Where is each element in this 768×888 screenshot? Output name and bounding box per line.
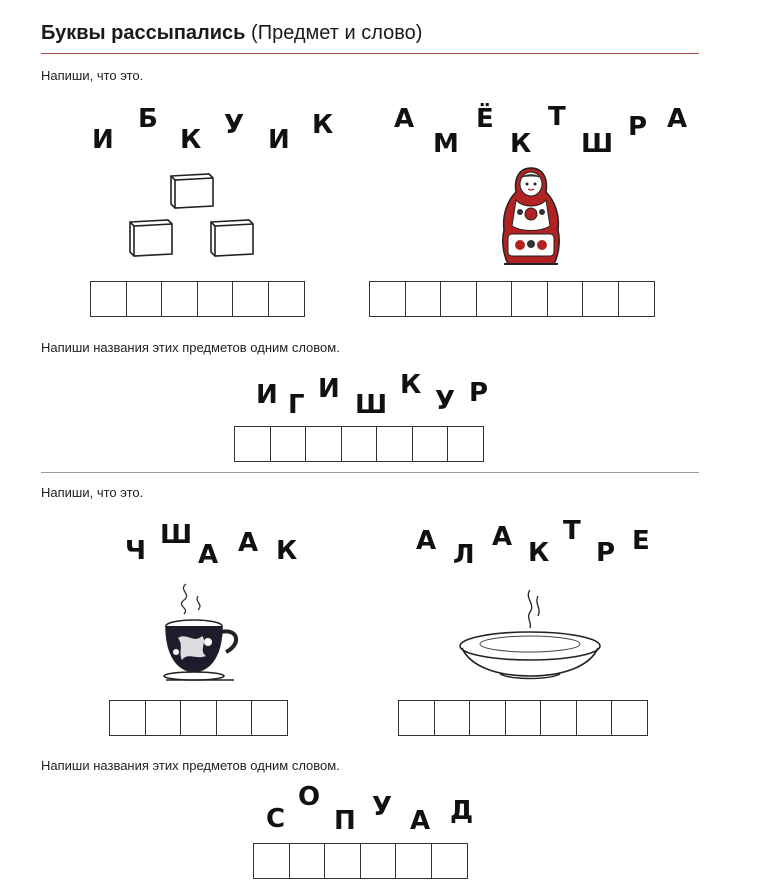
scattered-letter: С [266,804,286,834]
scattered-letter: Т [563,516,581,546]
answer-cell[interactable] [412,426,449,462]
answer-cell[interactable] [376,426,413,462]
task3-instruction: Напиши, что это. [41,485,144,500]
answer-cell[interactable] [360,843,397,879]
answer-cell[interactable] [576,700,613,736]
scattered-letter: А [198,540,219,570]
scattered-letter: К [276,536,298,566]
answer-cell[interactable] [540,700,577,736]
scattered-letter: Т [548,102,566,132]
scattered-letter: К [180,125,202,155]
answer-cell[interactable] [251,700,288,736]
answer-cell[interactable] [232,281,269,317]
answer-cell[interactable] [197,281,234,317]
scattered-letter: Ш [581,129,614,159]
answer-cell[interactable] [216,700,253,736]
answer-boxes-cup[interactable] [109,700,287,736]
answer-cell[interactable] [145,700,182,736]
scattered-letter: Ч [125,536,147,566]
scattered-letter: М [433,129,459,159]
title-subtitle: (Предмет и слово) [251,22,423,44]
scattered-letter: Е [632,526,650,556]
scattered-letter: У [372,792,393,822]
scattered-letter: А [416,526,437,556]
answer-boxes-sugar[interactable] [90,281,303,317]
scattered-letter: Р [469,378,489,408]
task2-instruction: Напиши названия этих предметов одним словом. [41,340,340,355]
answer-cell[interactable] [434,700,471,736]
scattered-letter: И [256,380,278,410]
scattered-letter: К [528,538,550,568]
title-divider [41,53,699,54]
answer-cell[interactable] [161,281,198,317]
scattered-letter: Ш [160,520,193,550]
answer-cell[interactable] [476,281,513,317]
soup-plate-icon [456,586,604,682]
answer-cell[interactable] [234,426,271,462]
scattered-letter: А [492,522,513,552]
answer-boxes-toy[interactable] [234,426,483,462]
answer-cell[interactable] [440,281,477,317]
scattered-letter: И [268,125,290,155]
section-divider [41,472,699,473]
answer-cell[interactable] [582,281,619,317]
answer-cell[interactable] [90,281,127,317]
answer-cell[interactable] [253,843,290,879]
answer-cell[interactable] [547,281,584,317]
scattered-letter: К [510,129,532,159]
scattered-letter: И [318,374,340,404]
sugar-cubes-icon [125,170,260,260]
scattered-letter: О [298,782,321,812]
scattered-letter: Ё [476,104,494,134]
scattered-letter: Ш [355,390,388,420]
scattered-letter: И [92,125,114,155]
answer-cell[interactable] [398,700,435,736]
scattered-letter: Р [628,112,648,142]
answer-cell[interactable] [611,700,648,736]
matryoshka-icon [496,164,566,270]
teacup-icon [158,580,244,684]
title-bold: Буквы рассыпались [41,22,246,44]
scattered-letter: К [400,370,422,400]
answer-cell[interactable] [447,426,484,462]
answer-cell[interactable] [469,700,506,736]
scattered-letter: Г [288,390,305,420]
answer-cell[interactable] [289,843,326,879]
scattered-letter: А [667,104,688,134]
answer-cell[interactable] [395,843,432,879]
answer-cell[interactable] [341,426,378,462]
answer-cell[interactable] [109,700,146,736]
scattered-letter: Р [596,538,616,568]
answer-cell[interactable] [405,281,442,317]
answer-cell[interactable] [324,843,361,879]
answer-cell[interactable] [618,281,655,317]
answer-cell[interactable] [431,843,468,879]
scattered-letter: К [312,110,334,140]
answer-cell[interactable] [511,281,548,317]
answer-cell[interactable] [268,281,305,317]
answer-cell[interactable] [126,281,163,317]
answer-boxes-matryoshka[interactable] [369,281,653,317]
answer-cell[interactable] [505,700,542,736]
answer-boxes-plate[interactable] [398,700,647,736]
scattered-letter: Д [450,796,474,826]
scattered-letter: Л [453,540,475,570]
scattered-letter: П [334,806,356,836]
answer-cell[interactable] [305,426,342,462]
scattered-letter: У [435,386,456,416]
task1-instruction: Напиши, что это. [41,68,144,83]
scattered-letter: А [410,806,431,836]
page-title [41,22,422,45]
answer-cell[interactable] [180,700,217,736]
answer-cell[interactable] [369,281,406,317]
scattered-letter: У [224,110,245,140]
scattered-letter: А [238,528,259,558]
scattered-letter: Б [138,104,158,134]
answer-cell[interactable] [270,426,307,462]
scattered-letter: А [394,104,415,134]
answer-boxes-dishes[interactable] [253,843,466,879]
task4-instruction: Напиши названия этих предметов одним словом. [41,758,340,773]
